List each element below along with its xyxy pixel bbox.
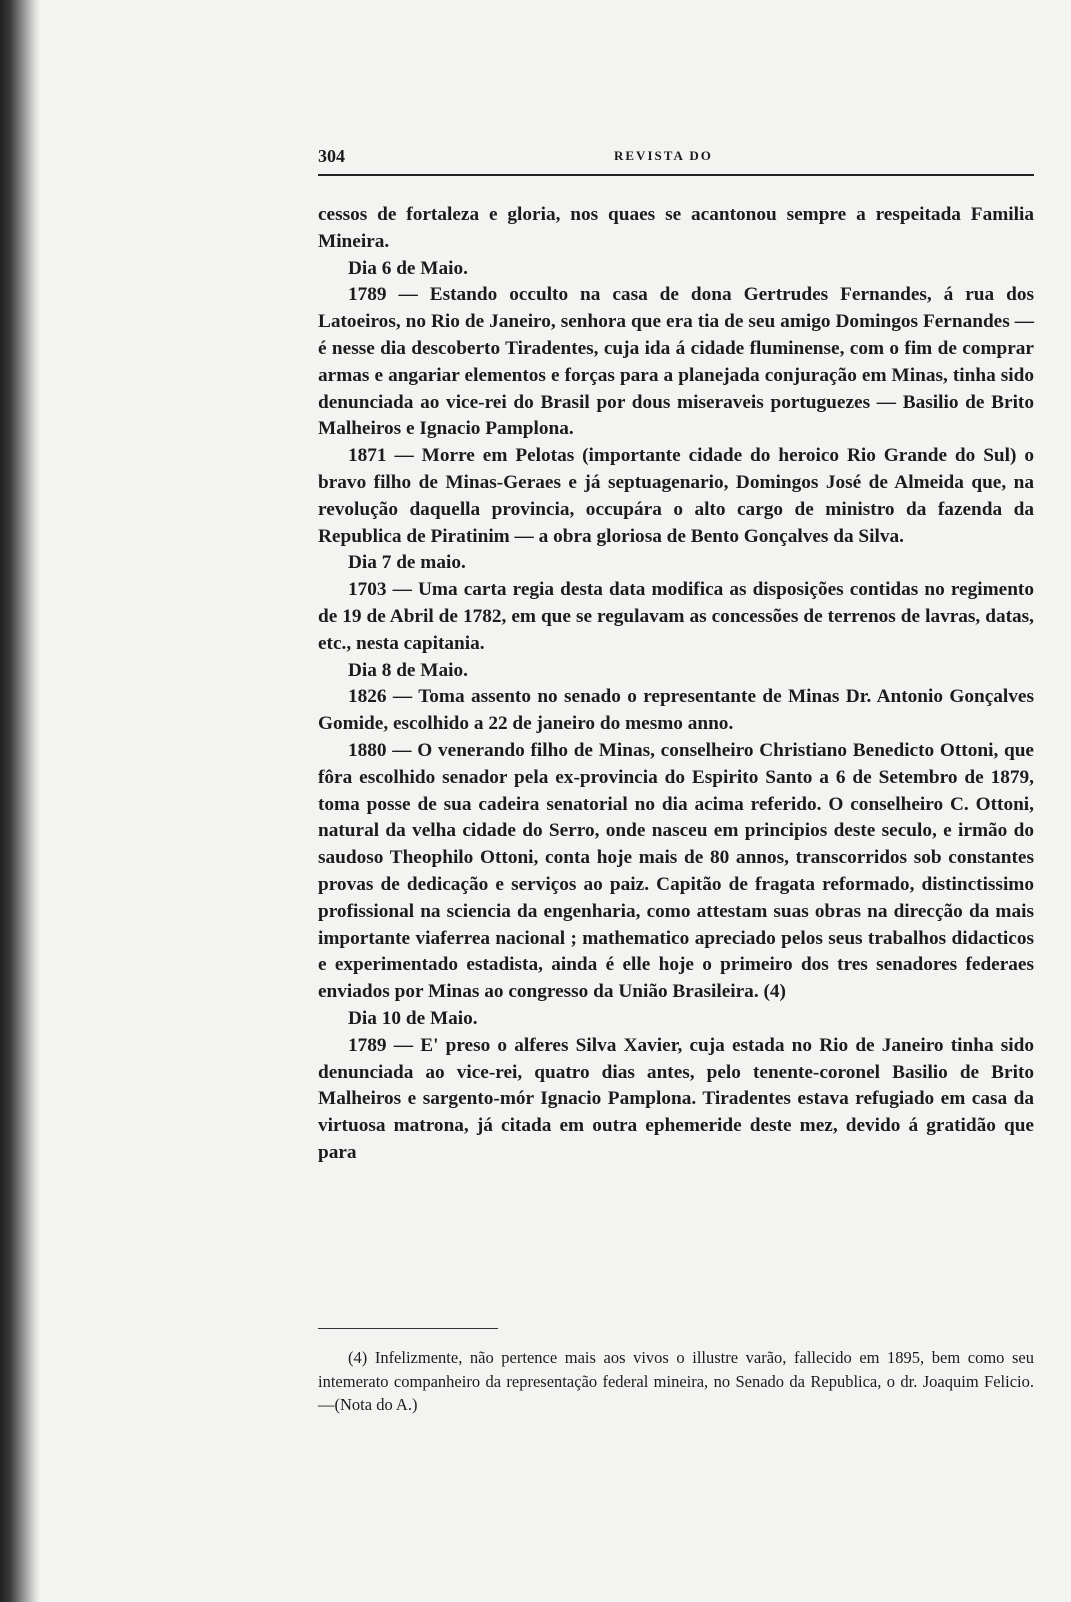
paragraph: 1789 — Estando occulto na casa de dona Gertrudes Fernandes, á rua dos Latoeiros, no Rio de Janeiro, senhora que era tia de seu amigo Domingos Fernandes — é nesse dia descoberto Tiradentes, cuja ida á cidade fluminense, com o fim de comprar armas e angariar elementos e forças para a planejada conjuração em Minas, tinha sido denunciada ao vice-rei do Brasil por dous miseraveis portuguezes — Basilio de Brito Malheiros e Ignacio Pamplona. [318, 284, 1034, 440]
date-heading: Dia 7 de maio. [348, 552, 466, 574]
paragraph: 1871 — Morre em Pelotas (importante cidade do heroico Rio Grande do Sul) o bravo filho de Minas-Geraes e já septuagenario, Domingos José de Almeida que, na revolução daquella provincia, occupára o alto cargo de ministro da fazenda da Republica de Piratinim — a obra gloriosa de Bento Gonçalves da Silva. [318, 445, 1034, 547]
paragraph: 1880 — O venerando filho de Minas, conselheiro Christiano Benedicto Ottoni, que fôra escolhido senador pela ex-provincia do Espirito Santo a 6 de Setembro de 1879, toma posse de sua cadeira senatorial no dia acima referido. O conselheiro C. Ottoni, natural da velha cidade do Serro, onde nasceu em principios deste seculo, e irmão do saudoso Theophilo Ottoni, conta hoje mais de 80 annos, transcorridos sob constantes provas de dedicação e serviços ao paiz. Capitão de fragata reformado, distinctissimo profissional na sciencia da engenharia, como attestam suas obras na direcção da mais importante viaferrea nacional ; mathematico apreciado pelos seus trabalhos didacticos e experimentado estadista, ainda é elle hoje o primeiro dos tres senadores federaes enviados por Minas ao congresso da União Brasileira. (4) [318, 739, 1034, 1003]
running-title: REVISTA DO [614, 148, 713, 163]
header-rule [318, 174, 1034, 176]
date-heading: Dia 6 de Maio. [348, 257, 468, 279]
paragraph: cessos de fortaleza e gloria, nos quaes se acantonou sempre a respeitada Familia Mineira. [318, 204, 1034, 252]
paragraph: 1826 — Toma assento no senado o representante de Minas Dr. Antonio Gonçalves Gomide, escolhido a 22 de janeiro do mesmo anno. [318, 686, 1034, 735]
footnote [318, 1346, 1034, 1417]
page-header [318, 146, 1034, 170]
page-number: 304 [318, 146, 345, 166]
date-heading: Dia 10 de Maio. [348, 1007, 478, 1029]
footnote-text: (4) Infelizmente, não pertence mais aos vivos o illustre varão, fallecido em 1895, bem como seu intemerato companheiro da representação federal mineira, no Senado da Republica, o dr. Joaquim Felicio.—(Nota do A.) [318, 1348, 1034, 1414]
paragraph: 1789 — E' preso o alferes Silva Xavier, cuja estada no Rio de Janeiro tinha sido denunciada ao vice-rei, quatro dias antes, pelo tenente-coronel Basilio de Brito Malheiros e sargento-mór Ignacio Pamplona. Tiradentes estava refugiado em casa da virtuosa matrona, já citada em outra ephemeride deste mez, devido á gratidão que para [318, 1034, 1034, 1163]
paragraph: 1703 — Uma carta regia desta data modifica as disposições contidas no regimento de 19 de Abril de 1782, em que se regulavam as concessões de terrenos de lavras, datas, etc., nesta capitania. [318, 579, 1034, 654]
body-text [318, 202, 1034, 1167]
book-binding-shadow [0, 0, 40, 1602]
date-heading: Dia 8 de Maio. [348, 659, 468, 681]
footnote-rule [318, 1328, 498, 1329]
